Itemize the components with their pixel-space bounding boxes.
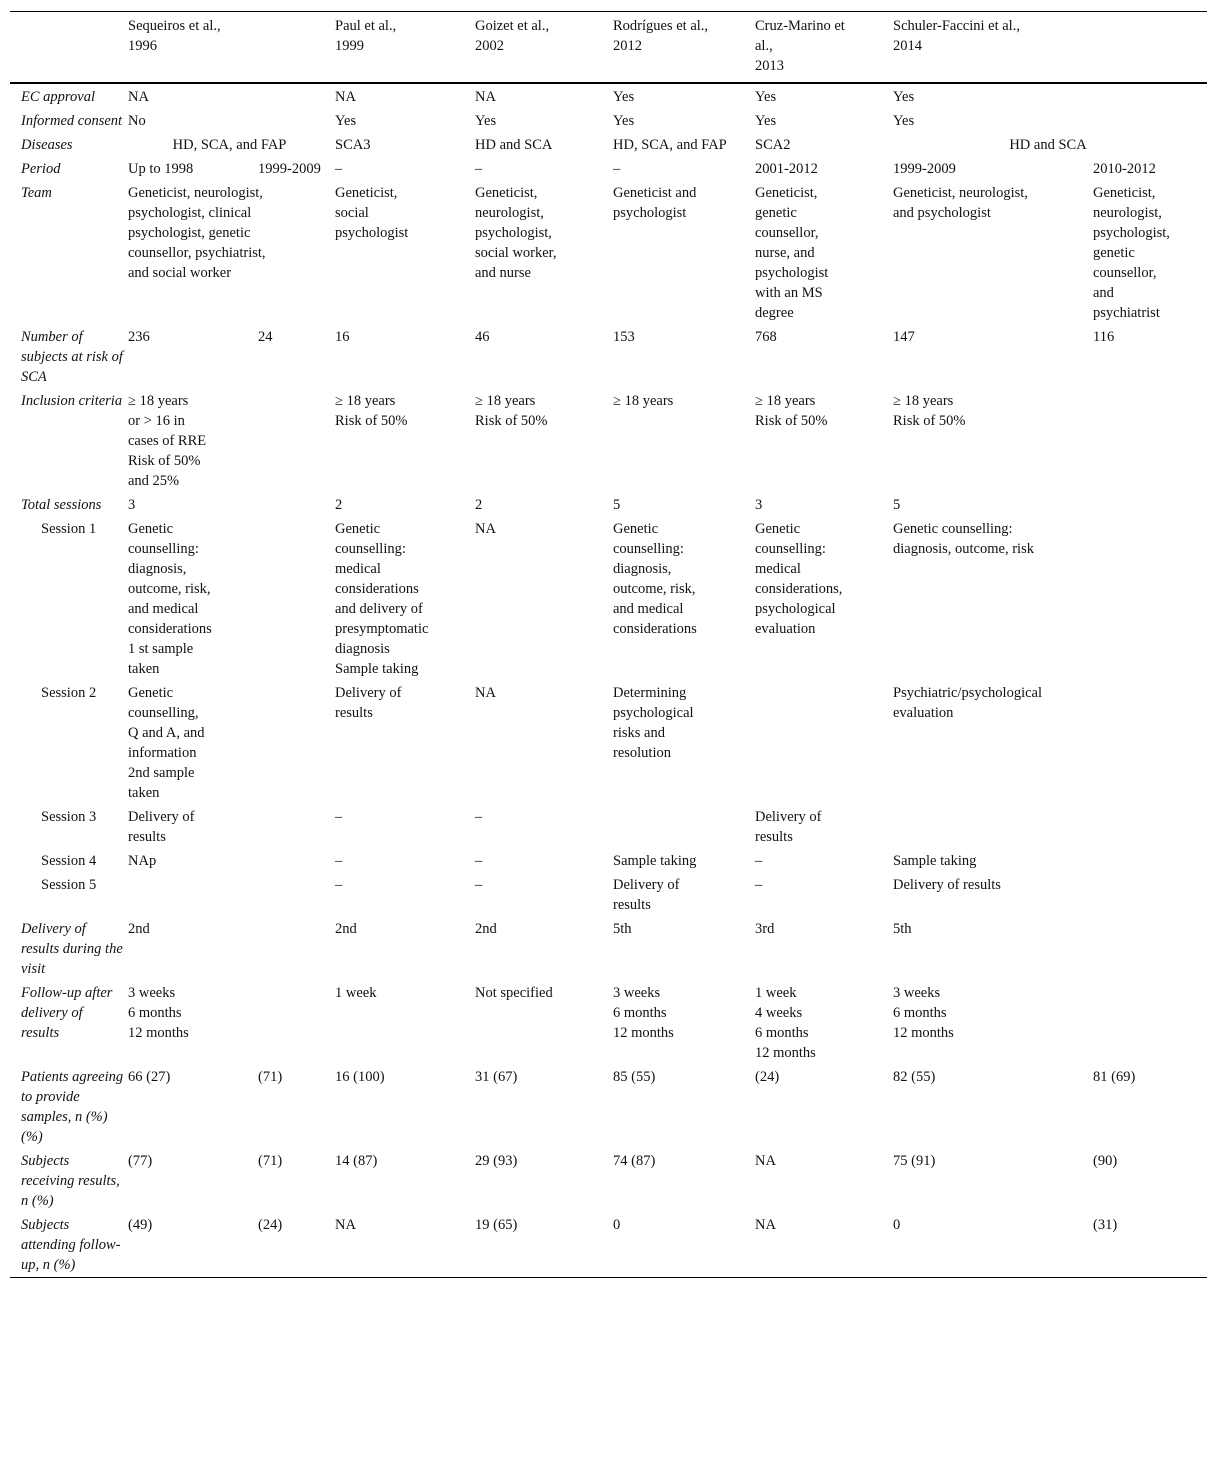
table-row: [10, 83, 1207, 109]
table-cell: 2nd: [475, 921, 497, 937]
table-cell: 1 week: [335, 985, 377, 1001]
table-cell: 116: [1093, 329, 1115, 345]
table-row: [10, 873, 1207, 917]
table-cell: 2: [335, 497, 343, 513]
table-row: [10, 517, 1207, 681]
table-row: [10, 981, 1207, 1065]
table-cell: [893, 805, 1207, 849]
table-cell: –: [613, 161, 621, 177]
row-label: Team: [21, 185, 52, 201]
table-cell: Geneticist, genetic counsellor, nurse, and psychologist with an MS degree: [755, 185, 829, 321]
table-cell: Geneticist, neurologist, psychologist, social worker, and nurse: [475, 185, 557, 281]
table-cell: 24: [258, 329, 273, 345]
table-cell: Geneticist, neurologist, and psychologist: [893, 185, 1028, 221]
row-label: Session 5: [41, 877, 97, 893]
table-cell: ≥ 18 years: [613, 393, 674, 409]
table-cell: 1999-2009: [893, 161, 956, 177]
table-cell: 3 weeks 6 months 12 months: [613, 985, 674, 1041]
table-cell: (71): [258, 1069, 283, 1085]
table-row: [10, 133, 1207, 157]
table-cell: 1999-2009: [258, 161, 321, 177]
table-cell: HD and SCA: [1009, 137, 1087, 153]
row-label: Subjects receiving results, n (%): [21, 1153, 120, 1209]
table-cell: Genetic counselling: medical considerations, psychological evaluation: [755, 521, 843, 637]
table-cell: Delivery of results: [613, 877, 680, 913]
table-cell: 19 (65): [475, 1217, 518, 1233]
table-cell: (77): [128, 1153, 153, 1169]
table-cell: (71): [258, 1153, 283, 1169]
table-cell: SCA2: [755, 137, 791, 153]
table-cell: 5: [893, 497, 901, 513]
table-cell: 147: [893, 329, 915, 345]
table-cell: –: [335, 877, 343, 893]
table-cell: SCA3: [335, 137, 371, 153]
table-cell: 3rd: [755, 921, 775, 937]
table-cell: Yes: [475, 113, 497, 129]
row-label: Session 3: [41, 809, 97, 825]
table-cell: 2nd: [335, 921, 357, 937]
table-cell: NA: [335, 1217, 356, 1233]
table-cell: Yes: [755, 113, 777, 129]
table-cell: –: [755, 877, 763, 893]
table-cell: 768: [755, 329, 777, 345]
table-cell: –: [475, 161, 483, 177]
row-label: Patients agreeing to provide samples, n (%) (%): [21, 1069, 124, 1145]
table-cell: 3 weeks 6 months 12 months: [128, 985, 189, 1041]
table-cell: (49): [128, 1217, 153, 1233]
table-cell: –: [755, 853, 763, 869]
table-cell: [128, 873, 335, 917]
table-cell: ≥ 18 years Risk of 50%: [893, 393, 966, 429]
table-row: [10, 181, 1207, 325]
comparison-table: [10, 11, 1207, 1278]
table-row: [10, 1213, 1207, 1278]
table-cell: 2: [475, 497, 483, 513]
table-cell: 1 week 4 weeks 6 months 12 months: [755, 985, 816, 1061]
table-cell: 236: [128, 329, 150, 345]
table-cell: 5th: [893, 921, 912, 937]
table-cell: 29 (93): [475, 1153, 518, 1169]
table-cell: ≥ 18 years Risk of 50%: [755, 393, 828, 429]
table-row: [10, 325, 1207, 389]
table-cell: 0: [613, 1217, 621, 1233]
row-label: EC approval: [21, 89, 95, 105]
table-row: [10, 109, 1207, 133]
table-cell: 16 (100): [335, 1069, 385, 1085]
table-cell: 3: [755, 497, 763, 513]
table-row: [10, 157, 1207, 181]
table-cell: [1093, 389, 1207, 493]
row-label: Number of subjects at risk of SCA: [21, 329, 123, 385]
table-row: [10, 681, 1207, 805]
table-cell: Yes: [613, 113, 635, 129]
table-cell: –: [335, 853, 343, 869]
table-cell: NA: [335, 89, 356, 105]
table-cell: [755, 681, 893, 805]
row-label: Inclusion criteria: [21, 393, 123, 409]
header-sequeiros-sub: [258, 12, 335, 84]
header-sequeiros: Sequeiros et al., 1996: [128, 12, 258, 84]
table-cell: NA: [475, 89, 496, 105]
row-label: Diseases: [21, 137, 73, 153]
table-cell: 153: [613, 329, 635, 345]
table-row: [10, 493, 1207, 517]
table-cell: 2nd: [128, 921, 150, 937]
table-cell: HD, SCA, and FAP: [172, 137, 287, 153]
table-cell: 3: [128, 497, 136, 513]
table-cell: Geneticist and psychologist: [613, 185, 697, 221]
table-cell: Geneticist, social psychologist: [335, 185, 409, 241]
table-cell: 3 weeks 6 months 12 months: [893, 985, 954, 1041]
table-cell: NA: [128, 89, 149, 105]
table-cell: NA: [475, 685, 496, 701]
row-label: Period: [21, 161, 61, 177]
table-cell: Yes: [335, 113, 357, 129]
table-cell: Sample taking: [613, 853, 697, 869]
table-cell: 74 (87): [613, 1153, 656, 1169]
header-blank: [10, 12, 128, 84]
table-cell: 5: [613, 497, 621, 513]
table-cell: Yes: [755, 89, 777, 105]
table-cell: 31 (67): [475, 1069, 518, 1085]
table-cell: –: [475, 853, 483, 869]
row-label: Session 1: [41, 521, 97, 537]
table-cell: 66 (27): [128, 1069, 171, 1085]
table-cell: Up to 1998: [128, 161, 194, 177]
table-cell: –: [475, 809, 483, 825]
table-cell: HD and SCA: [475, 137, 553, 153]
header-schuler-faccini: Schuler-Faccini et al., 2014: [893, 12, 1093, 84]
table-cell: Genetic counselling: diagnosis, outcome, risk, and medical considerations: [613, 521, 697, 637]
table-cell: NA: [475, 521, 496, 537]
table-cell: 5th: [613, 921, 632, 937]
table-cell: NAp: [128, 853, 157, 869]
table-cell: 75 (91): [893, 1153, 936, 1169]
table-cell: 85 (55): [613, 1069, 656, 1085]
row-label: Delivery of results during the visit: [21, 921, 123, 977]
row-label: Informed consent: [21, 113, 123, 129]
table-cell: Genetic counselling: diagnosis, outcome, risk, and medical considerations 1 st sample taken: [128, 521, 212, 677]
table-cell: –: [475, 877, 483, 893]
table-cell: –: [335, 161, 343, 177]
table-cell: 2001-2012: [755, 161, 818, 177]
header-paul: Paul et al., 1999: [335, 12, 475, 84]
table-row: [10, 805, 1207, 849]
table-cell: 2010-2012: [1093, 161, 1156, 177]
table-cell: Genetic counselling, Q and A, and information 2nd sample taken: [128, 685, 205, 801]
table-row: [10, 389, 1207, 493]
table-cell: ≥ 18 years Risk of 50%: [475, 393, 548, 429]
table-cell: (24): [258, 1217, 283, 1233]
table-cell: HD, SCA, and FAP: [613, 137, 727, 153]
table-cell: Genetic counselling: diagnosis, outcome, risk: [893, 521, 1034, 557]
header-row: [10, 12, 1207, 84]
row-label: Session 4: [41, 853, 97, 869]
table-cell: (90): [1093, 1153, 1118, 1169]
table-cell: (24): [755, 1069, 780, 1085]
table-cell: 14 (87): [335, 1153, 378, 1169]
table-cell: 82 (55): [893, 1069, 936, 1085]
header-rodrigues: Rodrígues et al., 2012: [613, 12, 755, 84]
table-cell: NA: [755, 1153, 776, 1169]
table-cell: Genetic counselling: medical considerations and delivery of presymptomatic diagnosis Sample taking: [335, 521, 429, 677]
table-cell: Geneticist, neurologist, psychologist, genetic counsellor, and psychiatrist: [1093, 185, 1170, 321]
table-cell: Yes: [613, 89, 635, 105]
row-label: Session 2: [41, 685, 97, 701]
table-row: [10, 1149, 1207, 1213]
table-cell: Psychiatric/psychological evaluation: [893, 685, 1042, 721]
table-cell: 16: [335, 329, 350, 345]
table-cell: Delivery of results: [335, 685, 402, 721]
table-cell: Delivery of results: [128, 809, 195, 845]
table-cell: Yes: [893, 113, 915, 129]
table-cell: Sample taking: [893, 853, 977, 869]
table-cell: No: [128, 113, 146, 129]
row-label: Follow-up after delivery of results: [21, 985, 113, 1041]
table-cell: 46: [475, 329, 490, 345]
header-schuler-faccini-sub: [1093, 12, 1207, 84]
header-goizet: Goizet et al., 2002: [475, 12, 613, 84]
table-cell: (31): [1093, 1217, 1118, 1233]
table-cell: Not specified: [475, 985, 553, 1001]
table-cell: Delivery of results: [755, 809, 822, 845]
table-cell: ≥ 18 years Risk of 50%: [335, 393, 408, 429]
table-row: [10, 917, 1207, 981]
table-cell: 0: [893, 1217, 901, 1233]
table-cell: ≥ 18 years or > 16 in cases of RRE Risk of 50% and 25%: [128, 393, 207, 489]
table-cell: Yes: [893, 89, 915, 105]
table-cell: NA: [755, 1217, 776, 1233]
table-row: [10, 849, 1207, 873]
table-cell: Delivery of results: [893, 877, 1001, 893]
row-label: Subjects attending follow-up, n (%): [21, 1217, 121, 1273]
row-label: Total sessions: [21, 497, 102, 513]
table-cell: –: [335, 809, 343, 825]
table-cell: [613, 805, 755, 849]
table-row: [10, 1065, 1207, 1149]
table-cell: Determining psychological risks and resolution: [613, 685, 694, 761]
table-cell: Geneticist, neurologist, psychologist, clinical psychologist, genetic counsellor, psychiatrist, and social worker: [128, 185, 266, 281]
table-cell: 81 (69): [1093, 1069, 1136, 1085]
header-cruz-marino: Cruz-Marino et al., 2013: [755, 12, 893, 84]
